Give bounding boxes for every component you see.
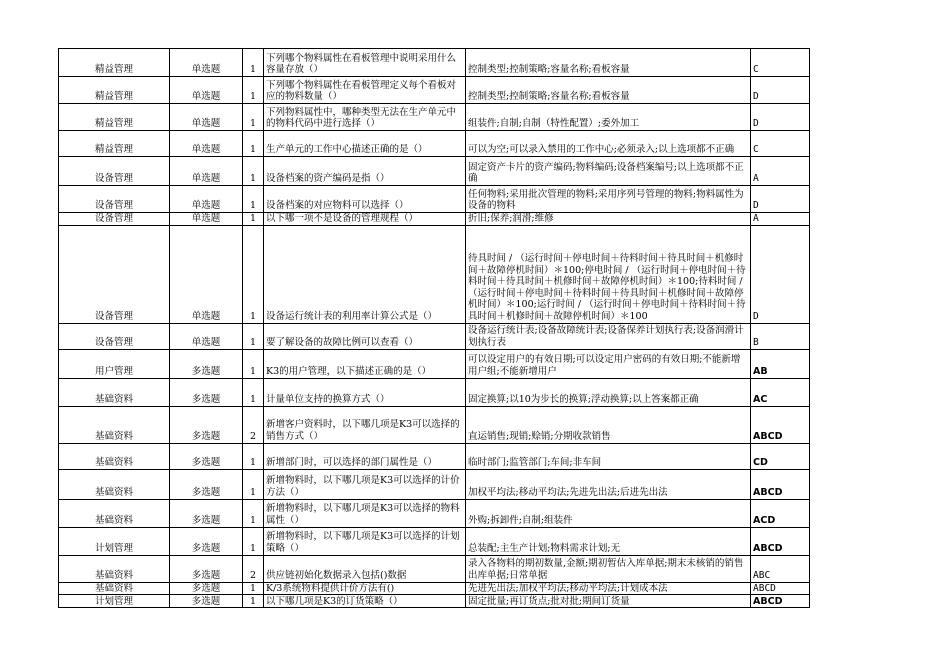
answer-cell: ABC [751, 555, 810, 582]
answer-cell: CD [751, 443, 810, 469]
table-row [59, 443, 810, 469]
question-cell: K3的用户管理，以下描述正确的是（） [264, 349, 466, 378]
question-type-cell: 单选题 [170, 49, 243, 77]
table-row [59, 499, 810, 527]
score-cell: 1 [243, 582, 264, 595]
score-cell: 2 [243, 406, 264, 443]
question-cell: 计量单位支持的换算方式（） [264, 378, 466, 406]
question-cell: K/3系统物料提供计价方法有() [264, 582, 466, 595]
score-cell: 1 [243, 157, 264, 186]
answer-cell: AB [751, 349, 810, 378]
table-row [59, 582, 810, 595]
score-cell: 1 [243, 225, 264, 323]
score-cell: 1 [243, 469, 264, 499]
options-cell: 控制类型;控制策略;容量名称;看板容量 [466, 77, 751, 104]
category-cell: 基础资料 [59, 378, 170, 406]
table-row [59, 469, 810, 499]
question-cell: 以下哪一项不是设备的管理规程（） [264, 213, 466, 226]
score-cell: 1 [243, 77, 264, 104]
table-row [59, 131, 810, 157]
question-type-cell: 单选题 [170, 77, 243, 104]
question-type-cell: 多选题 [170, 499, 243, 527]
options-cell: 先进先出法;加权平均法;移动平均法;计划成本法 [466, 582, 751, 595]
answer-cell: AC [751, 378, 810, 406]
table-row [59, 213, 810, 226]
question-type-cell: 单选题 [170, 157, 243, 186]
answer-cell: D [751, 77, 810, 104]
score-cell: 1 [243, 104, 264, 131]
category-cell: 基础资料 [59, 499, 170, 527]
table-row [59, 527, 810, 555]
table-row [59, 77, 810, 104]
score-cell: 1 [243, 443, 264, 469]
category-cell: 设备管理 [59, 213, 170, 226]
answer-cell: A [751, 213, 810, 226]
answer-cell: A [751, 157, 810, 186]
category-cell: 基础资料 [59, 582, 170, 595]
question-cell: 供应链初始化数据录入包括()数据 [264, 555, 466, 582]
category-cell: 基础资料 [59, 469, 170, 499]
table-row [59, 406, 810, 443]
score-cell: 1 [243, 499, 264, 527]
question-cell: 新增客户资料时，以下哪几项是K3可以选择的销售方式（） [264, 406, 466, 443]
score-cell: 1 [243, 595, 264, 608]
score-cell: 1 [243, 186, 264, 213]
question-cell: 新增物料时，以下哪几项是K3可以选择的计划策略（） [264, 527, 466, 555]
question-type-cell: 多选题 [170, 469, 243, 499]
category-cell: 用户管理 [59, 349, 170, 378]
options-cell: 加权平均法;移动平均法;先进先出法;后进先出法 [466, 469, 751, 499]
question-cell: 生产单元的工作中心描述正确的是（） [264, 131, 466, 157]
options-cell: 录入各物料的期初数量,金额;期初暂估入库单据;期末未核销的销售出库单据;日常单据 [466, 555, 751, 582]
options-cell: 任何物料;采用批次管理的物料;采用序列号管理的物料;物料属性为设备的物料 [466, 186, 751, 213]
category-cell: 基础资料 [59, 406, 170, 443]
category-cell: 设备管理 [59, 323, 170, 349]
answer-cell: ABCD [751, 582, 810, 595]
answer-cell: B [751, 323, 810, 349]
options-cell: 设备运行统计表;设备故障统计表;设备保养计划执行表;设备润滑计划执行表 [466, 323, 751, 349]
options-cell: 直运销售;现销;赊销;分期收款销售 [466, 406, 751, 443]
question-type-cell: 多选题 [170, 555, 243, 582]
category-cell: 精益管理 [59, 49, 170, 77]
options-cell: 临时部门;监管部门;车间;非车间 [466, 443, 751, 469]
category-cell: 设备管理 [59, 157, 170, 186]
category-cell: 设备管理 [59, 186, 170, 213]
answer-cell: D [751, 186, 810, 213]
score-cell: 1 [243, 378, 264, 406]
question-type-cell: 单选题 [170, 131, 243, 157]
question-type-cell: 多选题 [170, 595, 243, 608]
category-cell: 精益管理 [59, 131, 170, 157]
answer-cell: ABCD [751, 527, 810, 555]
category-cell: 设备管理 [59, 225, 170, 323]
table-row [59, 595, 810, 608]
options-cell: 折旧;保养;润滑;维修 [466, 213, 751, 226]
options-cell: 可以设定用户的有效日期;可以设定用户密码的有效日期;不能新增用户组;不能新增用户 [466, 349, 751, 378]
question-cell: 设备档案的对应物料可以选择（） [264, 186, 466, 213]
question-cell: 新增物料时，以下哪几项是K3可以选择的计价方法（） [264, 469, 466, 499]
score-cell: 1 [243, 323, 264, 349]
table-row [59, 323, 810, 349]
question-type-cell: 多选题 [170, 349, 243, 378]
question-type-cell: 多选题 [170, 582, 243, 595]
question-cell: 新增物料时，以下哪几项是K3可以选择的物料属性（） [264, 499, 466, 527]
options-cell: 总装配;主生产计划;物料需求计划;无 [466, 527, 751, 555]
answer-cell: ACD [751, 499, 810, 527]
question-type-cell: 单选题 [170, 225, 243, 323]
question-type-cell: 多选题 [170, 443, 243, 469]
question-cell: 下列哪个物料属性在看板管理定义每个看板对应的物料数量（） [264, 77, 466, 104]
options-cell: 外购;拆卸件;自制;组装件 [466, 499, 751, 527]
question-type-cell: 单选题 [170, 104, 243, 131]
answer-cell: ABCD [751, 595, 810, 608]
table-row [59, 157, 810, 186]
table-row [59, 555, 810, 582]
answer-cell: ABCD [751, 406, 810, 443]
score-cell: 1 [243, 213, 264, 226]
question-cell: 新增部门时，可以选择的部门属性是（） [264, 443, 466, 469]
category-cell: 计划管理 [59, 595, 170, 608]
question-type-cell: 多选题 [170, 378, 243, 406]
table-row [59, 186, 810, 213]
question-rows [59, 49, 810, 608]
question-type-cell: 多选题 [170, 406, 243, 443]
answer-cell: C [751, 131, 810, 157]
score-cell: 1 [243, 527, 264, 555]
category-cell: 基础资料 [59, 555, 170, 582]
score-cell: 1 [243, 49, 264, 77]
question-type-cell: 单选题 [170, 186, 243, 213]
question-cell: 设备档案的资产编码是指（） [264, 157, 466, 186]
score-cell: 2 [243, 555, 264, 582]
question-cell: 下列哪个物料属性在看板管理中说明采用什么容量存放（） [264, 49, 466, 77]
question-type-cell: 单选题 [170, 323, 243, 349]
question-type-cell: 多选题 [170, 527, 243, 555]
answer-cell: D [751, 104, 810, 131]
table-row [59, 225, 810, 323]
category-cell: 基础资料 [59, 443, 170, 469]
table-row [59, 378, 810, 406]
options-cell: 组装件;自制;自制（特性配置）;委外加工 [466, 104, 751, 131]
question-cell: 以下哪几项是K3的订货策略（） [264, 595, 466, 608]
options-cell: 固定资产卡片的资产编码;物料编码;设备档案编号;以上选项都不正确 [466, 157, 751, 186]
options-cell: 固定批量;再订货点;批对批;期间订货量 [466, 595, 751, 608]
question-table [58, 48, 810, 608]
category-cell: 精益管理 [59, 77, 170, 104]
options-cell: 控制类型;控制策略;容量名称;看板容量 [466, 49, 751, 77]
answer-cell: C [751, 49, 810, 77]
question-cell: 下列物料属性中，哪种类型无法在生产单元中的物料代码中进行选择（） [264, 104, 466, 131]
question-type-cell: 单选题 [170, 213, 243, 226]
options-cell: 固定换算;以10为步长的换算;浮动换算;以上答案都正确 [466, 378, 751, 406]
answer-cell: ABCD [751, 469, 810, 499]
answer-cell: D [751, 225, 810, 323]
category-cell: 精益管理 [59, 104, 170, 131]
options-cell: 可以为空;可以录入禁用的工作中心;必须录入;以上选项都不正确 [466, 131, 751, 157]
question-cell: 要了解设备的故障比例可以查看（） [264, 323, 466, 349]
score-cell: 1 [243, 131, 264, 157]
category-cell: 计划管理 [59, 527, 170, 555]
table-row [59, 104, 810, 131]
options-cell: 待具时间 / （运行时间＋停电时间＋待料时间＋待具时间＋机修时间＋故障停机时间）＊100;停电时间 / （运行时间＋停电时间＋待料时间＋待具时间＋机修时间＋故障停机时间）＊100;待料时间 / （运行时间＋停电时间＋待料时间＋待具时间＋机修时间＋故障停机时间）＊100;运行时间 / （运行时间＋停电时间＋待料时间＋待具时间＋机修时间＋故障停机时间）＊100 [466, 225, 751, 323]
question-cell: 设备运行统计表的利用率计算公式是（） [264, 225, 466, 323]
table-row [59, 349, 810, 378]
score-cell: 1 [243, 349, 264, 378]
table-row [59, 49, 810, 77]
